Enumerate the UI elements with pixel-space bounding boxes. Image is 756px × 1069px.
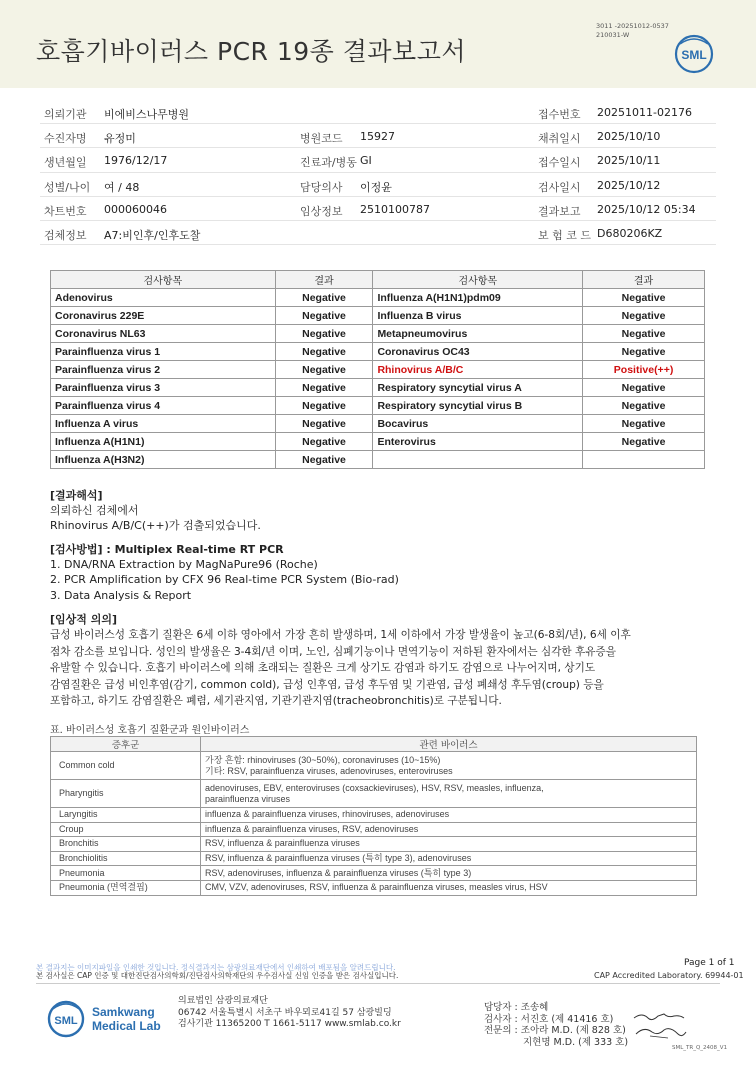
test-result: Negative [275, 343, 373, 361]
test-result: Negative [583, 379, 705, 397]
info-label: 담당의사 [300, 180, 343, 194]
info-value: 1976/12/17 [104, 154, 168, 168]
info-label: 성별/나이 [44, 180, 91, 194]
test-name: Influenza A(H3N2) [51, 451, 276, 469]
org-contact: 검사기관 11365200 T 1661-5117 www.smlab.co.kr [178, 1019, 401, 1029]
info-value: 2025/10/12 [597, 178, 661, 192]
reference-row [51, 851, 697, 866]
org-address: 06742 서울특별시 서초구 바우뫼로41길 57 삼광빌딩 [178, 1007, 392, 1018]
info-label: 생년월일 [44, 156, 87, 170]
info-label: 접수번호 [538, 108, 581, 121]
info-value: GI [360, 154, 372, 168]
logo-text-line-1: Samkwang [92, 1005, 155, 1019]
org-name: 의료법인 삼광의료재단 [178, 996, 268, 1006]
organization-info [178, 996, 401, 1031]
reference-syndrome: Common cold [51, 752, 201, 780]
clinical-line-2: 점차 감소를 보입니다. 성인의 발생율은 3-4회/년 이며, 노인, 심폐기능이나 면역기능이 저하된 환자에서는 심각한 후유증을 [50, 645, 616, 658]
test-result: Negative [275, 307, 373, 325]
test-name: Bocavirus [373, 415, 583, 433]
reference-viruses [201, 866, 697, 881]
info-value: 000060046 [104, 202, 167, 216]
test-result [583, 451, 705, 469]
reference-syndrome: Pneumonia [51, 866, 201, 881]
reference-header-viruses: 관련 바이러스 [201, 737, 697, 752]
test-result: Negative [275, 397, 373, 415]
info-row [40, 148, 716, 172]
test-name: Respiratory syncytial virus A [373, 379, 583, 397]
sml-badge-text: SML [681, 48, 707, 62]
report-title: 호흡기바이러스 PCR 19종 결과보고서 [36, 37, 467, 66]
result-row [51, 415, 705, 433]
info-label: 병원코드 [300, 132, 343, 146]
method-heading: [검사방법] : Multiplex Real-time RT PCR [50, 543, 284, 556]
test-result: Negative [275, 289, 373, 307]
test-name: Enterovirus [373, 433, 583, 451]
reference-viruses [201, 780, 697, 808]
test-result: Positive(++) [583, 361, 705, 379]
reference-row [51, 822, 697, 837]
info-value: A7:비인후/인후도찰 [104, 228, 201, 242]
test-result: Negative [583, 397, 705, 415]
clinical-section [50, 612, 710, 710]
logo-text [92, 1005, 161, 1033]
info-label: 차트번호 [44, 204, 87, 218]
print-watermark: 본 결과지는 이미지파일을 인쇄한 것입니다. 정식결과지는 삼광의료재단에서 인쇄하여 배포됨을 알려드립니다. [36, 963, 396, 972]
info-value: 2025/10/11 [597, 154, 661, 168]
method-step-2: 2. PCR Amplification by CFX 96 Real-time PCR System (Bio-rad) [50, 573, 399, 587]
info-label: 접수일시 [538, 156, 581, 170]
test-name: Influenza A virus [51, 415, 276, 433]
reference-viruses [201, 752, 697, 780]
test-name: Parainfluenza virus 2 [51, 361, 276, 379]
clinical-line-5: 포함하고, 하기도 감염질환은 폐렴, 세기관지염, 기관기관지염(tracheobronchitis)로 구분됩니다. [50, 695, 502, 708]
test-name: Parainfluenza virus 1 [51, 343, 276, 361]
reference-viruses [201, 851, 697, 866]
reference-row [51, 752, 697, 780]
info-label: 검사일시 [538, 180, 581, 194]
result-row [51, 379, 705, 397]
reference-syndrome: Bronchitis [51, 837, 201, 852]
results-table [50, 270, 705, 469]
reference-viruses [201, 837, 697, 852]
reference-syndrome: Bronchiolitis [51, 851, 201, 866]
reference-row [51, 880, 697, 895]
reference-virus-line: RSV, adenoviruses, influenza & parainfluenza viruses (특히 type 3) [205, 867, 472, 878]
info-row [40, 100, 716, 124]
result-row [51, 433, 705, 451]
test-result: Negative [275, 379, 373, 397]
results-header-result-2: 결과 [583, 271, 705, 289]
reference-virus-line: 가장 흔함: rhinoviruses (30~50%), coronaviruses (10~15%) [205, 754, 441, 765]
test-name: Coronavirus 229E [51, 307, 276, 325]
clinical-heading: [임상적 의의] [50, 613, 118, 626]
staff-specialist-2: 지현명 M.D. (제 333 호) [523, 1036, 629, 1048]
test-result: Negative [275, 451, 373, 469]
test-result: Negative [583, 325, 705, 343]
reference-syndrome: Pneumonia (면역결핍) [51, 880, 201, 895]
logo-text-line-2: Medical Lab [92, 1019, 161, 1033]
test-result: Negative [583, 415, 705, 433]
patient-info [40, 100, 716, 245]
test-name: Influenza A(H1N1)pdm09 [373, 289, 583, 307]
test-name: Rhinovirus A/B/C [373, 361, 583, 379]
reference-row [51, 866, 697, 881]
result-row [51, 307, 705, 325]
info-label: 결과보고 [538, 204, 581, 218]
interpretation-line-1: 의뢰하신 검체에서 [50, 504, 139, 518]
document-code-line-1: 3011 -20251012-0537 [596, 22, 669, 30]
test-result: Negative [583, 433, 705, 451]
staff-manager: 담당자 : 조송혜 [484, 1002, 549, 1013]
info-value: 2510100787 [360, 202, 430, 216]
test-result: Negative [583, 307, 705, 325]
results-header-item-2: 검사항목 [373, 271, 583, 289]
document-code-line-2: 210031-W [596, 31, 630, 39]
reference-row [51, 837, 697, 852]
reference-virus-line: adenoviruses, EBV, enteroviruses (coxsackieviruses), HSV, RSV, measles, influenza, [205, 782, 544, 793]
info-value: D680206KZ [597, 226, 663, 240]
result-row [51, 325, 705, 343]
test-name: Influenza B virus [373, 307, 583, 325]
test-result: Negative [275, 325, 373, 343]
staff-info [484, 1002, 628, 1048]
test-name: Parainfluenza virus 4 [51, 397, 276, 415]
info-value: 2025/10/12 05:34 [597, 202, 696, 216]
test-result: Negative [275, 415, 373, 433]
result-row [51, 289, 705, 307]
signature-image [628, 1008, 688, 1044]
reference-syndrome: Laryngitis [51, 808, 201, 823]
reference-viruses [201, 822, 697, 837]
result-row [51, 397, 705, 415]
test-name [373, 451, 583, 469]
test-result: Negative [583, 289, 705, 307]
reference-row [51, 780, 697, 808]
reference-virus-line: RSV, influenza & parainfluenza viruses (특히 type 3), adenoviruses [205, 853, 472, 864]
test-name: Adenovirus [51, 289, 276, 307]
reference-virus-line: parainfluenza viruses [205, 793, 291, 804]
reference-row [51, 808, 697, 823]
interpretation-line-2: Rhinovirus A/B/C(++)가 검출되었습니다. [50, 519, 261, 533]
reference-viruses [201, 880, 697, 895]
info-row [40, 124, 716, 148]
staff-tester: 검사자 : 서진호 (제 41416 호) [484, 1013, 614, 1025]
reference-syndrome: Croup [51, 822, 201, 837]
info-value: 유정미 [104, 132, 136, 146]
info-row [40, 197, 716, 221]
method-section [50, 542, 690, 603]
result-row [51, 451, 705, 469]
clinical-line-3: 유발할 수 있습니다. 호흡기 바이러스에 의해 초래되는 질환은 크게 상기도 감염과 하기도 감염으로 나누어지며, 상기도 [50, 662, 596, 675]
result-row [51, 361, 705, 379]
test-result: Negative [275, 361, 373, 379]
reference-header-syndrome: 증후군 [51, 737, 201, 752]
form-code: SML_TR_Q_2408_V1 [672, 1045, 728, 1051]
sml-badge-icon [672, 32, 716, 76]
reference-virus-line: 기타: RSV, parainfluenza viruses, adenoviruses, enteroviruses [205, 765, 453, 776]
method-step-3: 3. Data Analysis & Report [50, 588, 192, 602]
info-label: 보 험 코 드 [538, 228, 591, 242]
reference-virus-line: influenza & parainfluenza viruses, RSV, adenoviruses [205, 823, 419, 834]
info-value: 여 / 48 [104, 180, 140, 194]
cap-certification-note: 본 검사실은 CAP 인증 및 대한진단검사의학회/진단검사의학재단의 우수검사실 신임 인증을 받은 검사실입니다. [36, 971, 399, 980]
info-row [40, 173, 716, 197]
interpretation-heading: [결과해석] [50, 489, 103, 502]
reference-virus-line: RSV, influenza & parainfluenza viruses [205, 838, 360, 849]
info-label: 검체정보 [44, 228, 87, 242]
cap-accredited: CAP Accredited Laboratory. 69944-01 [594, 971, 744, 980]
logo-mark-text: SML [54, 1015, 78, 1027]
method-step-1: 1. DNA/RNA Extraction by MagNaPure96 (Roche) [50, 558, 318, 572]
footer-divider [36, 983, 720, 984]
reference-caption: 표. 바이러스성 호흡기 질환군과 원인바이러스 [50, 725, 250, 736]
test-name: Coronavirus OC43 [373, 343, 583, 361]
info-label: 수진자명 [44, 132, 87, 146]
info-value: 이정윤 [360, 180, 392, 194]
reference-table [50, 736, 697, 896]
info-label: 의뢰기관 [44, 108, 87, 121]
reference-virus-line: influenza & parainfluenza viruses, rhinoviruses, adenoviruses [205, 809, 450, 820]
info-label: 임상정보 [300, 204, 343, 218]
test-name: Respiratory syncytial virus B [373, 397, 583, 415]
results-header-row [51, 271, 705, 289]
interpretation-section [50, 488, 690, 534]
info-value: 비에비스나무병원 [104, 108, 190, 121]
test-name: Coronavirus NL63 [51, 325, 276, 343]
page-number: Page 1 of 1 [684, 958, 735, 968]
info-value: 2025/10/10 [597, 130, 661, 144]
info-row [40, 221, 716, 245]
result-row [51, 343, 705, 361]
test-result: Negative [583, 343, 705, 361]
test-result: Negative [275, 433, 373, 451]
reference-virus-line: CMV, VZV, adenoviruses, RSV, influenza & parainfluenza viruses, measles virus, HSV [205, 882, 548, 893]
staff-specialist-1: 전문의 : 조아라 M.D. (제 828 호) [484, 1025, 626, 1036]
results-header-item-1: 검사항목 [51, 271, 276, 289]
test-name: Metapneumovirus [373, 325, 583, 343]
reference-header-row [51, 737, 697, 752]
results-header-result-1: 결과 [275, 271, 373, 289]
info-label: 진료과/병동 [300, 156, 357, 170]
document-code [596, 22, 669, 40]
reference-viruses [201, 808, 697, 823]
clinical-line-4: 감염질환은 급성 비인후염(감기, common cold), 급성 인후염, 급성 후두염 및 기관염, 급성 폐쇄성 후두염(croup) 등을 [50, 678, 604, 691]
clinical-line-1: 급성 바이러스성 호흡기 질환은 6세 이하 영아에서 가장 흔히 발생하며, 1세 이하에서 가장 발생율이 높고(6-8회/년), 6세 이후 [50, 629, 631, 642]
reference-syndrome: Pharyngitis [51, 780, 201, 808]
info-value: 20251011-02176 [597, 106, 692, 119]
test-name: Influenza A(H1N1) [51, 433, 276, 451]
test-name: Parainfluenza virus 3 [51, 379, 276, 397]
info-value: 15927 [360, 130, 395, 144]
info-label: 채취일시 [538, 132, 581, 146]
